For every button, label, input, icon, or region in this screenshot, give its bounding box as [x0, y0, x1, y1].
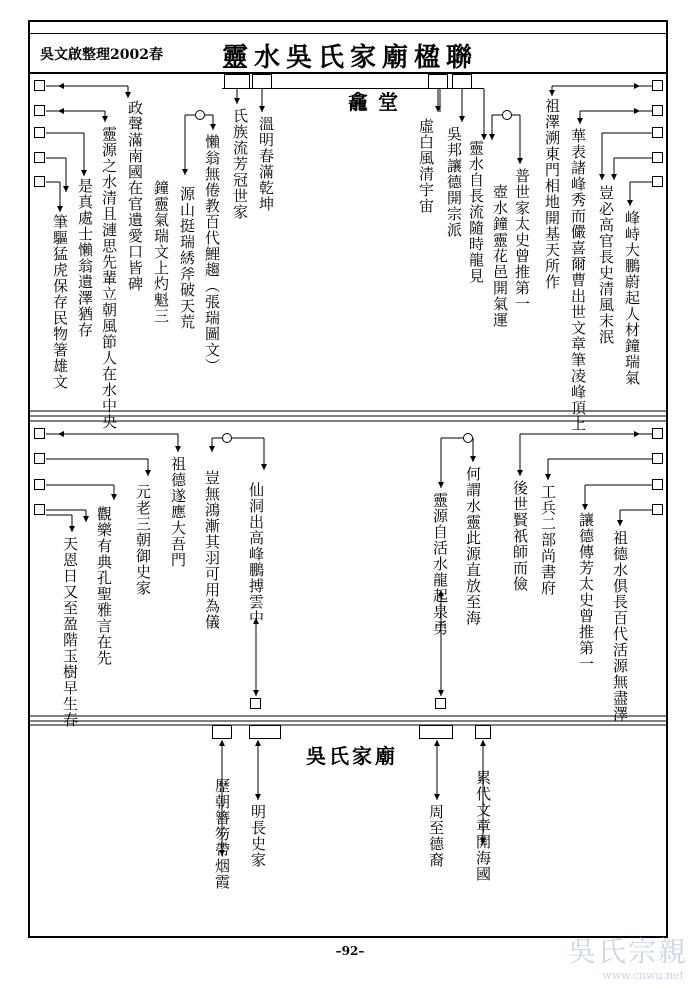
connector-square	[34, 453, 45, 464]
couplet-line: 祖澤溯東門相地開基天所作	[543, 98, 561, 290]
page-number: –92–	[335, 944, 365, 958]
couplet-line: 豈必高官長史清風末泯	[597, 185, 615, 345]
couplet-line: 天恩日又至盈階玉樹早生春	[61, 536, 79, 728]
couplet-line: 祖德遂應大吾門	[169, 456, 187, 568]
couplet-line: 周至德裔	[427, 804, 445, 868]
connector-square	[435, 698, 446, 709]
couplet-line: 政聲滿南國在官遺愛口皆碑	[126, 100, 144, 292]
temple-name: 吳氏家廟	[306, 744, 398, 768]
couplet-line: 壺水鐘靈花邑開氣運	[491, 184, 509, 328]
couplet-line: 普世家太史曾推第一	[513, 168, 531, 312]
connector-square	[652, 428, 663, 439]
couplet-line: 虛白風清宇宙	[417, 118, 435, 214]
connector-circle	[463, 433, 473, 443]
couplet-line: 鐘靈氣瑞文上灼魁三	[152, 180, 170, 324]
couplet-line: 祖德水俱長百代活源無盡澤	[611, 530, 629, 722]
couplet-line: 源山挺瑞綉斧破天荒	[178, 186, 196, 330]
couplet-line: 累代文章開海國	[474, 770, 492, 882]
couplet-line: 溫明春滿乾坤	[257, 116, 275, 212]
compiler-credit: 吳文啟整理2002春	[40, 47, 163, 63]
watermark-text: 吳氏宗親	[567, 935, 688, 968]
page-title: 靈水吳氏家廟楹聯	[222, 43, 479, 73]
couplet-line: 明長史家	[249, 804, 267, 868]
couplet-line: 是真處士懶翁遺澤猶存	[76, 178, 94, 338]
couplet-line: 懶翁無倦教百代鯉趨（張瑞圖文）	[203, 134, 221, 374]
couplet-line: 仙洞出高峰鵬搏雲中	[247, 482, 265, 626]
temple-connector-box	[419, 725, 453, 739]
couplet-line: 後世賢祇師而儉	[511, 480, 529, 592]
couplet-line: 工兵二部尚書府	[539, 484, 557, 596]
connector-circle	[222, 433, 232, 443]
couplet-line: 觀樂有典孔聖雅言在先	[95, 506, 113, 666]
connector-square	[34, 479, 45, 490]
connector-square	[652, 479, 663, 490]
couplet-line: 筆驅猛虎保存民物箸雄文	[51, 214, 69, 390]
watermark-url: www.cnwu.net	[602, 969, 684, 982]
connector-square	[34, 428, 45, 439]
couplet-line: 華表諸峰秀而儼喜爾曹出世文章筆凌峰頂上	[569, 128, 587, 432]
hall-name: 龕堂	[348, 90, 408, 114]
couplet-line: 何謂水靈此源直放至海	[464, 466, 482, 626]
temple-connector-box	[249, 725, 281, 739]
couplet-line: 讓德傳芳太史曾推第一	[577, 512, 595, 672]
temple-connector-box	[475, 725, 491, 739]
connector-square	[652, 504, 663, 515]
connector-square	[34, 504, 45, 515]
connector-square	[652, 453, 663, 464]
couplet-line: 靈水自長流隨時龍見	[467, 140, 485, 284]
couplet-line: 豈無鴻漸其羽可用為儀	[203, 470, 221, 630]
couplet-line: 吳邦讓德開宗派	[445, 126, 463, 238]
couplet-line: 峰峙大鵬蔚起人材鐘瑞氣	[623, 210, 641, 386]
connector-square	[250, 698, 261, 709]
couplet-line: 靈源之水清且漣思先輩立朝風節人在水中央	[100, 126, 118, 430]
couplet-line: 靈源自活水龍起泉勇	[431, 492, 449, 636]
temple-connector-box	[212, 725, 232, 739]
couplet-line: 元老三朝御史家	[134, 484, 152, 596]
couplet-line: 氏族流芳冠世家	[231, 108, 249, 220]
couplet-line: 歷朝簪笏帶烟霞	[213, 778, 231, 890]
